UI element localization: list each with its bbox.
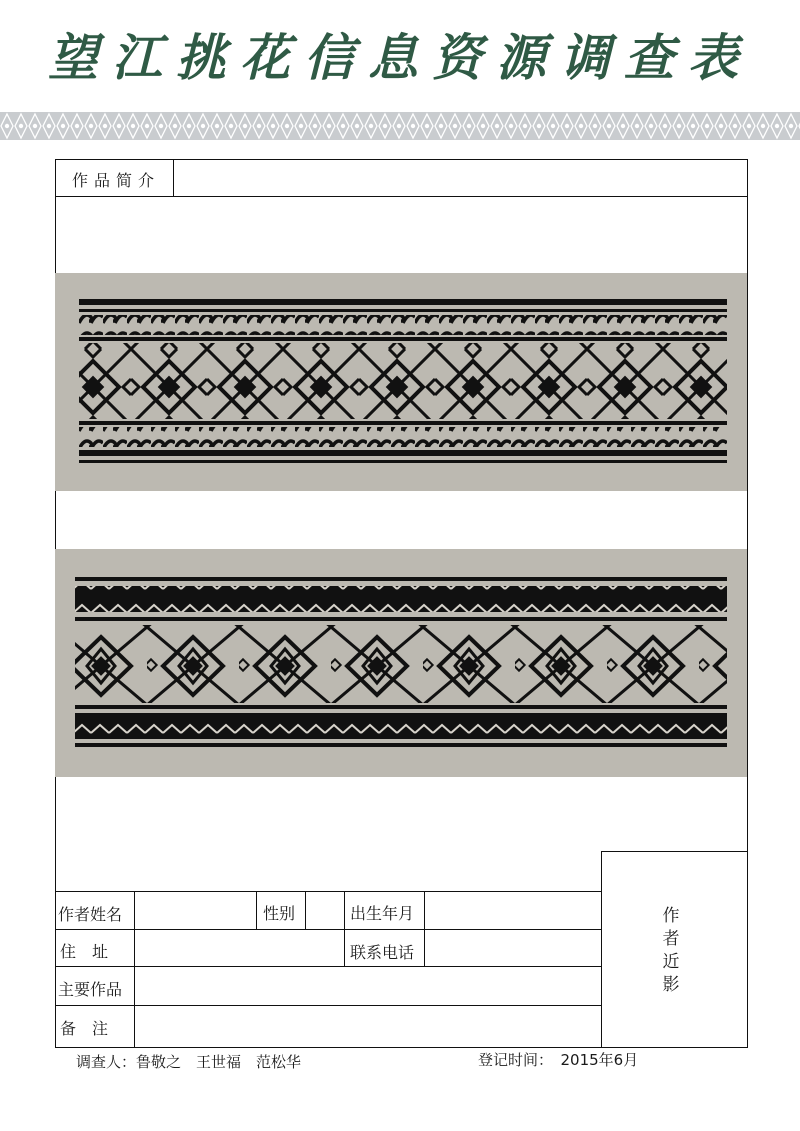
frame-top <box>55 159 748 160</box>
address-label: 住 址 <box>60 942 109 961</box>
intro-row-bottom <box>55 196 748 197</box>
author-name-label: 作者姓名 <box>58 905 123 924</box>
gender-right <box>305 891 306 929</box>
gender-label: 性别 <box>263 904 296 923</box>
gender-left <box>256 891 257 929</box>
remarks-label: 备 注 <box>60 1019 109 1038</box>
frame-right <box>747 159 748 1048</box>
frame-bottom <box>55 1047 748 1048</box>
form-label-column <box>134 891 135 1048</box>
intro-label: 作品简介 <box>72 171 161 190</box>
decorative-pattern-band <box>0 112 800 140</box>
birth-right <box>424 891 425 967</box>
embroidery-photo-1 <box>55 273 747 491</box>
investigators: 调查人：鲁敬之 王世福 范松华 <box>76 1053 302 1071</box>
intro-label-divider <box>173 159 174 197</box>
portrait-label: 作者近影 <box>662 906 680 995</box>
form-row-1-top <box>55 891 602 892</box>
portrait-top <box>601 851 748 852</box>
register-time: 登记时间： 2015年6月 <box>478 1051 639 1069</box>
form-row-3-top <box>55 966 602 967</box>
portrait-left <box>601 851 602 1048</box>
birth-left <box>344 891 345 967</box>
phone-label: 联系电话 <box>350 943 415 962</box>
page-title: 望江挑花信息资源调查表 <box>48 28 752 87</box>
works-label: 主要作品 <box>58 980 123 999</box>
embroidery-photo-2 <box>55 549 747 777</box>
birth-label: 出生年月 <box>350 904 415 923</box>
form-row-2-top <box>55 929 602 930</box>
form-row-4-top <box>55 1005 602 1006</box>
